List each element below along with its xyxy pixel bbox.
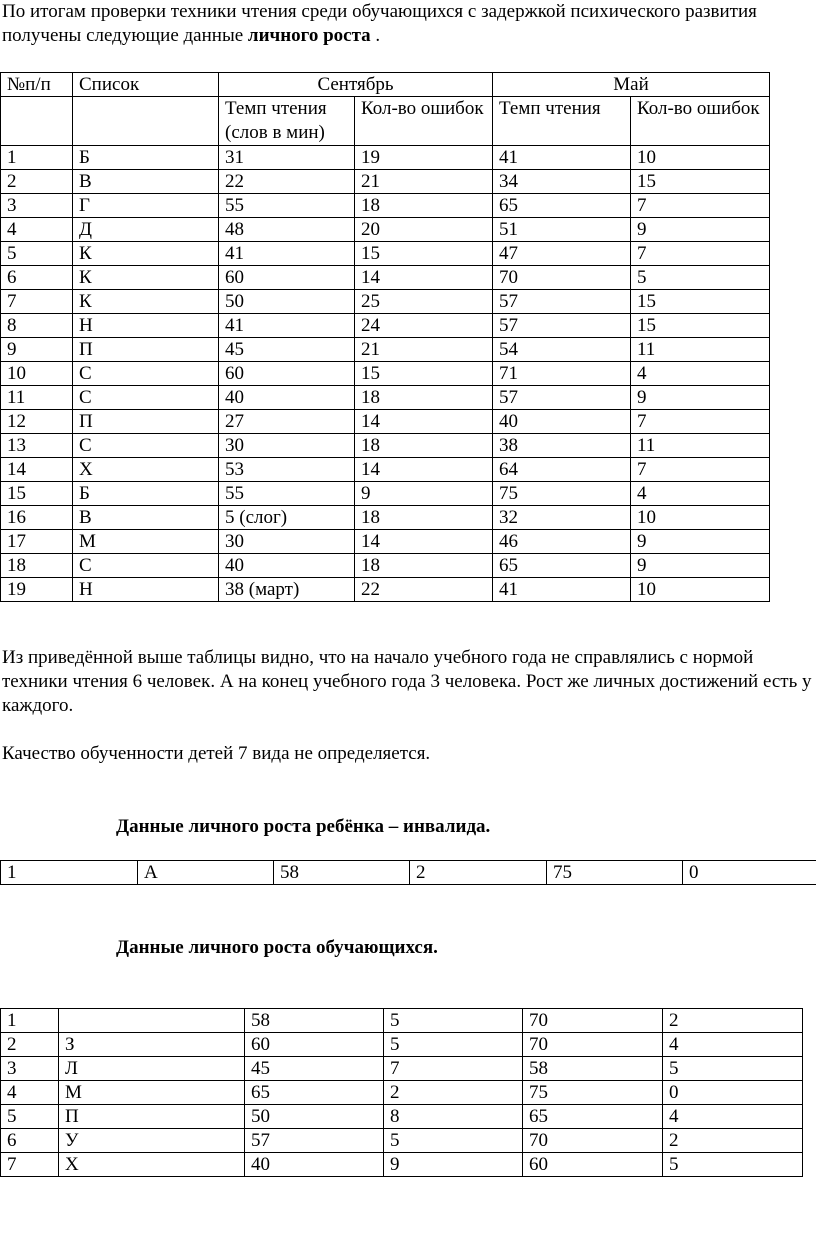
table-cell: 7 [631,242,770,266]
table-cell: 22 [355,578,493,602]
table-cell: 10 [1,362,73,386]
table-cell: 30 [219,434,355,458]
table-cell: 2 [1,170,73,194]
table-cell: 19 [355,146,493,170]
table-cell: 0 [663,1081,803,1105]
table-cell: 47 [493,242,631,266]
table-cell: 40 [245,1153,384,1177]
students-heading: Данные личного роста обучающихся. [116,937,438,958]
table-cell: 18 [355,554,493,578]
table-cell: 6 [1,1129,59,1153]
table-cell: 41 [493,578,631,602]
students-table [0,1008,803,1177]
table-cell: 50 [219,290,355,314]
table-cell: 27 [219,410,355,434]
table-cell: 60 [219,266,355,290]
table-cell: 19 [1,578,73,602]
subheader-empty [73,97,219,146]
table-row [1,506,770,530]
table-cell: 65 [493,194,631,218]
table-cell: 2 [663,1129,803,1153]
table-row [1,1009,803,1033]
table-cell: 32 [493,506,631,530]
table-cell: 9 [631,530,770,554]
table-cell: 4 [631,362,770,386]
table-cell: 21 [355,338,493,362]
table-row [1,554,770,578]
table-cell: 38 (март) [219,578,355,602]
table-cell: Б [73,482,219,506]
table-cell: 20 [355,218,493,242]
table-cell: 2 [384,1081,523,1105]
table-cell: 54 [493,338,631,362]
table-cell: 55 [219,482,355,506]
table-cell: 34 [493,170,631,194]
subheader-errors-september: Кол-во ошибок [355,97,493,146]
table-cell: Х [59,1153,245,1177]
table-cell: 70 [523,1009,663,1033]
table-row [1,1033,803,1057]
table-cell: 15 [631,170,770,194]
table-cell: 6 [1,266,73,290]
table-cell: 9 [631,386,770,410]
intro-tail: . [370,25,381,46]
table-cell: 5 [663,1057,803,1081]
table-cell: 40 [219,386,355,410]
table-cell: 3 [1,1057,59,1081]
table-cell: 5 [1,1105,59,1129]
table-cell: 7 [631,194,770,218]
table-cell: 46 [493,530,631,554]
table-row [1,861,816,885]
table-row [1,386,770,410]
disabled-child-table [0,860,816,885]
table-cell: Х [73,458,219,482]
table-cell: 1 [1,1009,59,1033]
table-cell: 7 [1,290,73,314]
table-cell: Г [73,194,219,218]
table-cell: 4 [1,1081,59,1105]
subheader-empty [1,97,73,146]
table-cell: 60 [523,1153,663,1177]
table-row [1,1153,803,1177]
table-cell: 38 [493,434,631,458]
table-cell: С [73,362,219,386]
table-cell: 2 [1,1033,59,1057]
table-cell: 71 [493,362,631,386]
table-cell: Н [73,578,219,602]
intro-text: По итогам проверки техники чтения среди обучающихся с задержкой психического развития получены следующие данные [2,1,757,46]
table-row [1,266,770,290]
table-cell: 41 [219,314,355,338]
table-row [1,338,770,362]
table-cell: К [73,290,219,314]
table-cell: 4 [663,1033,803,1057]
table-cell: 31 [219,146,355,170]
table-cell: 18 [355,386,493,410]
table-cell: П [73,410,219,434]
table-cell: 13 [1,434,73,458]
header-september: Сентябрь [219,73,493,97]
table-cell: С [73,386,219,410]
table-cell: З [59,1033,245,1057]
table-cell: 1 [1,861,138,885]
table-cell: 30 [219,530,355,554]
header-may: Май [493,73,770,97]
table-cell: 8 [1,314,73,338]
table-cell: Л [59,1057,245,1081]
table-cell: 57 [493,290,631,314]
table-cell: 58 [274,861,410,885]
table-cell: 5 [631,266,770,290]
table-cell: 15 [631,290,770,314]
table-cell: 9 [384,1153,523,1177]
table-cell: 9 [355,482,493,506]
table-row [1,410,770,434]
table-cell: 5 (слог) [219,506,355,530]
table-row [1,170,770,194]
table-cell: 15 [631,314,770,338]
table-cell: В [73,170,219,194]
table-cell: П [59,1105,245,1129]
table-cell: 25 [355,290,493,314]
table-cell: К [73,266,219,290]
table-cell: 12 [1,410,73,434]
table-cell: 14 [1,458,73,482]
table-cell: 18 [1,554,73,578]
table-cell: 10 [631,146,770,170]
table-cell: 48 [219,218,355,242]
table-cell: 55 [219,194,355,218]
table-cell: 75 [523,1081,663,1105]
subheader-tempo-may: Темп чтения [493,97,631,146]
disabled-child-heading: Данные личного роста ребёнка – инвалида. [116,816,491,837]
table-row [1,290,770,314]
table-cell: 60 [219,362,355,386]
table-row [1,578,770,602]
table-cell: 7 [631,458,770,482]
table-cell: 53 [219,458,355,482]
table-cell: 7 [631,410,770,434]
quality-paragraph: Качество обученности детей 7 вида не определяется. [2,743,431,764]
table-cell: 3 [1,194,73,218]
table-header-row [1,73,770,97]
table-cell: 57 [493,386,631,410]
table-row [1,314,770,338]
table-row [1,1057,803,1081]
header-num: №п/п [1,73,73,97]
table-row [1,242,770,266]
table-cell: 14 [355,266,493,290]
table-row [1,458,770,482]
table-row [1,482,770,506]
conclusion-paragraph: Из приведённой выше таблицы видно, что на начало учебного года не справлялись с нормой техники чтения 6 человек. А на конец учебного года 3 человека. Рост же личных достижений есть у каждого. [2,647,812,716]
table-cell: 4 [1,218,73,242]
table-cell: Д [73,218,219,242]
table-cell: 11 [631,338,770,362]
table-cell: 4 [631,482,770,506]
table-cell: П [73,338,219,362]
subheader-tempo-september: Темп чтения (слов в мин) [219,97,355,146]
header-list: Список [73,73,219,97]
table-cell: 45 [219,338,355,362]
table-cell: 14 [355,458,493,482]
table-cell: 5 [1,242,73,266]
table-row [1,1105,803,1129]
table-cell: 57 [493,314,631,338]
reading-results-table [0,72,770,602]
table-cell: 60 [245,1033,384,1057]
table-row [1,218,770,242]
table-cell: 5 [663,1153,803,1177]
table-cell: 2 [410,861,547,885]
table-cell: 65 [245,1081,384,1105]
table-cell: К [73,242,219,266]
table-cell: 40 [493,410,631,434]
table-cell: 18 [355,434,493,458]
table-cell: 50 [245,1105,384,1129]
table-cell: 11 [631,434,770,458]
table-cell: 41 [493,146,631,170]
table-cell: 14 [355,530,493,554]
table-cell: 64 [493,458,631,482]
table-cell: 65 [523,1105,663,1129]
table-cell: 1 [1,146,73,170]
table-cell: 16 [1,506,73,530]
table-cell: 14 [355,410,493,434]
table-subheader-row [1,97,770,146]
intro-paragraph [2,0,814,48]
table-cell [59,1009,245,1033]
table-cell: 75 [547,861,683,885]
table-cell: 5 [384,1129,523,1153]
table-row [1,194,770,218]
table-cell: 4 [663,1105,803,1129]
table-cell: Н [73,314,219,338]
table-cell: М [59,1081,245,1105]
table-cell: С [73,434,219,458]
table-cell: 15 [355,362,493,386]
table-cell: 70 [493,266,631,290]
intro-bold-text: личного роста [247,25,371,46]
table-cell: 5 [384,1009,523,1033]
table-cell: 40 [219,554,355,578]
table-cell: 10 [631,578,770,602]
table-cell: 45 [245,1057,384,1081]
table-cell: 18 [355,194,493,218]
table-cell: В [73,506,219,530]
table-cell: 51 [493,218,631,242]
table-cell: 18 [355,506,493,530]
table-cell: 65 [493,554,631,578]
table-cell: 0 [683,861,816,885]
table-row [1,434,770,458]
table-cell: 75 [493,482,631,506]
table-row [1,530,770,554]
table-cell: 11 [1,386,73,410]
table-cell: 9 [631,218,770,242]
table-cell: У [59,1129,245,1153]
table-row [1,1081,803,1105]
table-cell: 8 [384,1105,523,1129]
table-cell: 7 [1,1153,59,1177]
table-cell: 2 [663,1009,803,1033]
table-cell: 15 [355,242,493,266]
table-cell: 15 [1,482,73,506]
table-cell: 9 [631,554,770,578]
subheader-errors-may: Кол-во ошибок [631,97,770,146]
table-cell: 17 [1,530,73,554]
table-cell: М [73,530,219,554]
table-row [1,1129,803,1153]
table-cell: 21 [355,170,493,194]
table-cell: 58 [523,1057,663,1081]
table-row [1,362,770,386]
table-cell: С [73,554,219,578]
table-cell: Б [73,146,219,170]
table-cell: 57 [245,1129,384,1153]
table-cell: 9 [1,338,73,362]
table-cell: А [138,861,274,885]
table-cell: 5 [384,1033,523,1057]
table-cell: 70 [523,1033,663,1057]
table-cell: 70 [523,1129,663,1153]
table-row [1,146,770,170]
table-cell: 58 [245,1009,384,1033]
table-cell: 22 [219,170,355,194]
table-cell: 41 [219,242,355,266]
table-cell: 7 [384,1057,523,1081]
table-cell: 24 [355,314,493,338]
table-cell: 10 [631,506,770,530]
